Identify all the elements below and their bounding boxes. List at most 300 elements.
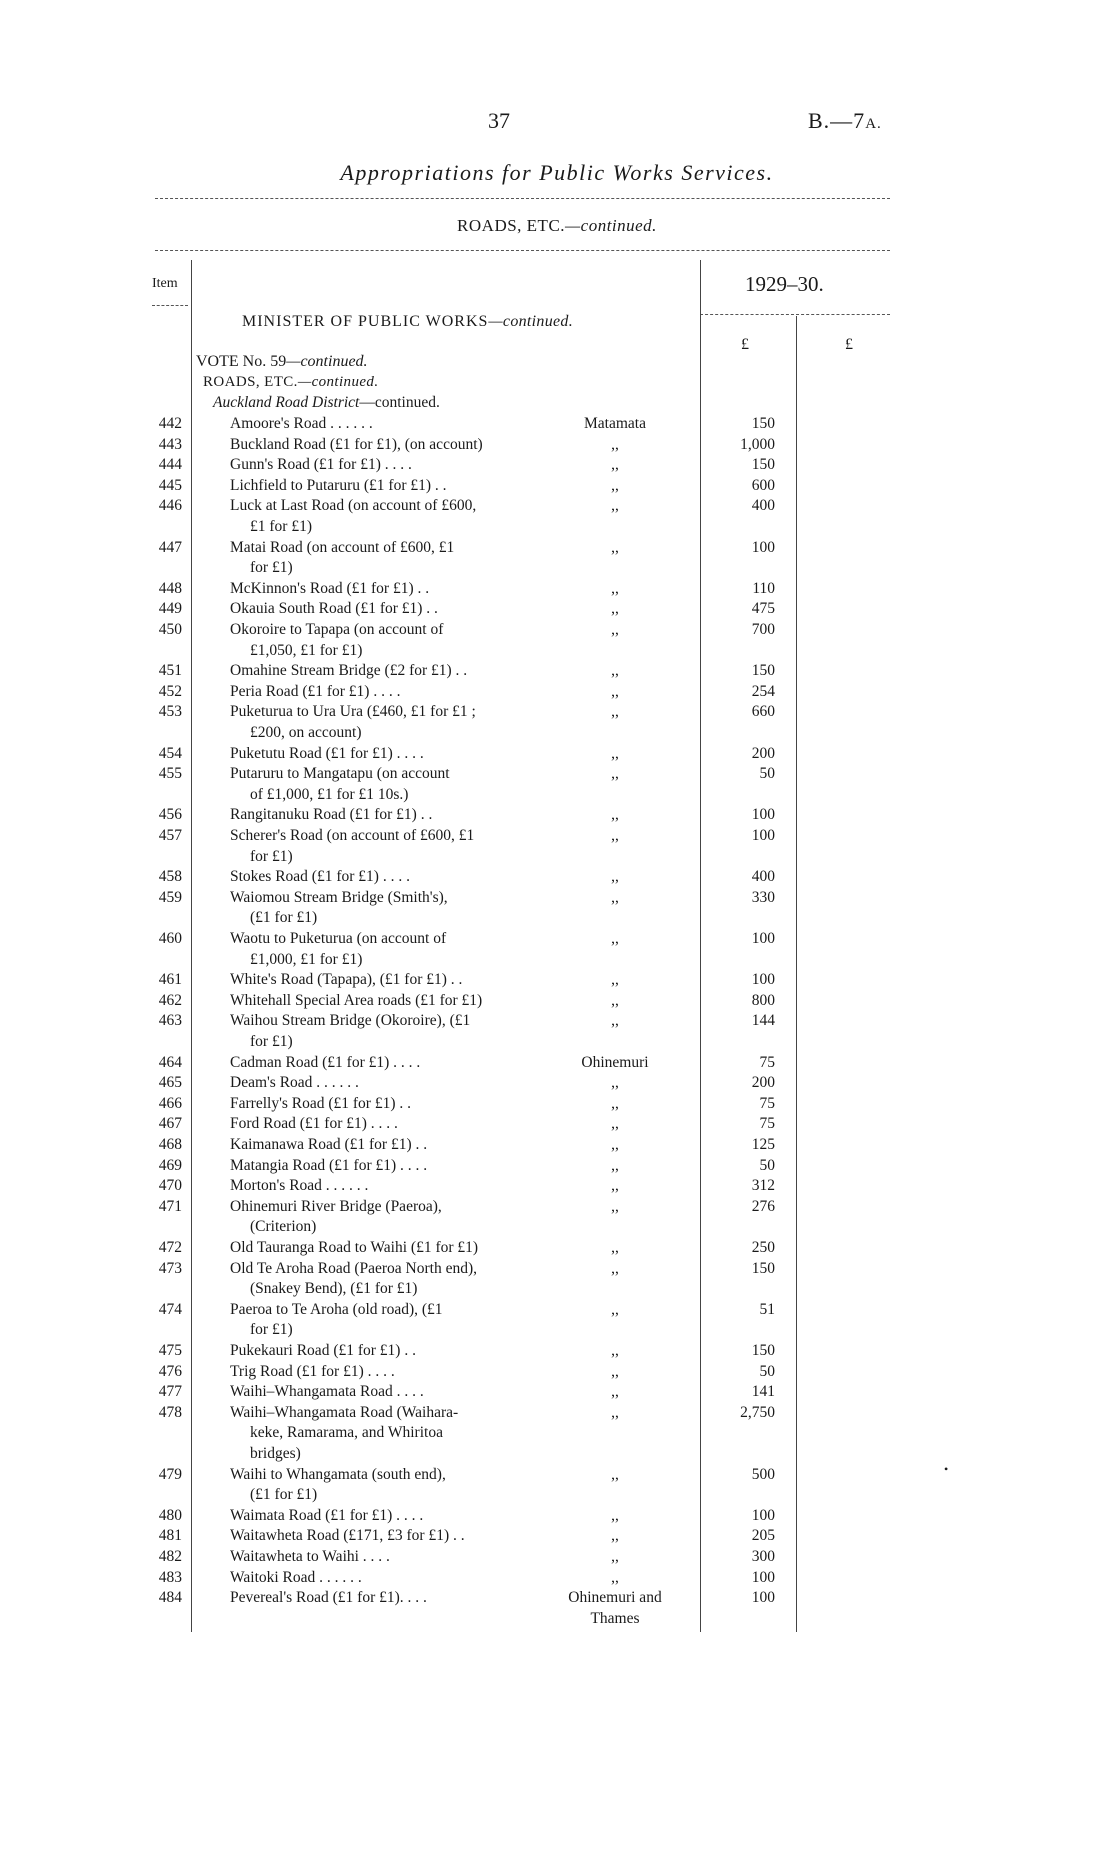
district-line: ,, bbox=[611, 682, 619, 700]
district-line: Ohinemuri bbox=[581, 1053, 649, 1071]
road-description bbox=[230, 496, 552, 537]
description-line: Waimata Road (£1 for £1) . . . . bbox=[230, 1506, 424, 1524]
amount: 2,750 bbox=[740, 1403, 775, 1421]
description-continuation: (Criterion) bbox=[250, 1218, 317, 1236]
district-line: Ohinemuri and bbox=[568, 1589, 662, 1607]
district-name bbox=[550, 1588, 680, 1629]
item-number: 456 bbox=[158, 806, 182, 824]
district-line: ,, bbox=[611, 435, 619, 453]
document-code-main: B.—7 bbox=[808, 108, 866, 133]
item-number: 469 bbox=[158, 1156, 182, 1174]
description-line: Puketutu Road (£1 for £1) . . . . bbox=[230, 744, 424, 762]
road-description bbox=[230, 1073, 552, 1094]
road-description bbox=[230, 1403, 552, 1465]
amount: 50 bbox=[759, 1362, 775, 1380]
district-name bbox=[550, 1362, 680, 1383]
description-line: Waihi to Whangamata (south end), bbox=[230, 1465, 446, 1483]
item-number: 445 bbox=[158, 476, 182, 494]
description-line: Waihou Stream Bridge (Okoroire), (£1 bbox=[230, 1012, 471, 1030]
description-continuation: £1,050, £1 for £1) bbox=[250, 641, 363, 659]
amount: 100 bbox=[751, 1568, 775, 1586]
district-line: ,, bbox=[611, 827, 619, 844]
district-name bbox=[550, 1547, 680, 1568]
description-continuation: (Snakey Bend), (£1 for £1) bbox=[250, 1280, 418, 1298]
district-name bbox=[550, 1568, 680, 1589]
district-line: Thames bbox=[590, 1609, 640, 1627]
amount: 144 bbox=[751, 1012, 775, 1030]
description-line: Morton's Road . . . . . . bbox=[230, 1177, 369, 1195]
district-name bbox=[550, 682, 680, 703]
district-line: ,, bbox=[611, 1568, 619, 1586]
district-name bbox=[550, 414, 680, 435]
description-continuation: £1,000, £1 for £1) bbox=[250, 950, 363, 968]
description-line: Puketurua to Ura Ura (£460, £1 for £1 ; bbox=[230, 703, 476, 721]
document-code-suffix: A. bbox=[865, 116, 882, 132]
district-name bbox=[550, 744, 680, 765]
description-continuation: for £1) bbox=[250, 1032, 293, 1050]
amount: 500 bbox=[751, 1465, 775, 1483]
item-number: 449 bbox=[158, 600, 182, 618]
amount: 254 bbox=[751, 682, 775, 700]
road-description bbox=[230, 764, 552, 805]
divider bbox=[152, 305, 188, 306]
amount: 50 bbox=[759, 1156, 775, 1174]
divider bbox=[700, 314, 890, 315]
roads-continued: —continued. bbox=[297, 374, 379, 390]
item-number: 447 bbox=[158, 538, 182, 556]
description-line: White's Road (Tapapa), (£1 for £1) . . bbox=[230, 971, 463, 989]
road-description bbox=[230, 476, 552, 497]
item-number: 464 bbox=[158, 1053, 182, 1071]
description-line: Old Tauranga Road to Waihi (£1 for £1) bbox=[230, 1239, 479, 1256]
district-name bbox=[550, 1259, 680, 1280]
road-description bbox=[230, 805, 552, 826]
road-description bbox=[230, 888, 552, 929]
district-name bbox=[550, 1238, 680, 1259]
description-continuation: £1 for £1) bbox=[250, 517, 312, 535]
currency-label: £ bbox=[741, 336, 749, 353]
district-line: ,, bbox=[611, 1012, 619, 1030]
description-line: Scherer's Road (on account of £600, £1 bbox=[230, 827, 475, 844]
district-name bbox=[550, 1073, 680, 1094]
road-description bbox=[230, 1197, 552, 1238]
road-description bbox=[230, 744, 552, 765]
item-number: 458 bbox=[158, 868, 182, 886]
district-name bbox=[550, 929, 680, 950]
road-description bbox=[230, 826, 552, 867]
road-description bbox=[230, 1341, 552, 1362]
amount: 400 bbox=[751, 497, 775, 515]
road-description bbox=[230, 929, 552, 970]
district-continued: —continued. bbox=[359, 394, 440, 411]
district-line: Matamata bbox=[584, 415, 646, 432]
district-line: ,, bbox=[611, 971, 619, 989]
district-name bbox=[550, 764, 680, 785]
amount: 100 bbox=[751, 1506, 775, 1524]
description-line: Lichfield to Putaruru (£1 for £1) . . bbox=[230, 476, 447, 494]
amount: 75 bbox=[759, 1094, 775, 1112]
amount: 200 bbox=[751, 744, 775, 762]
amount: 660 bbox=[751, 703, 775, 721]
description-line: Gunn's Road (£1 for £1) . . . . bbox=[230, 456, 412, 474]
district-line: ,, bbox=[611, 1300, 619, 1318]
amount: 100 bbox=[751, 971, 775, 989]
column-rule bbox=[796, 316, 797, 1632]
amount: 150 bbox=[751, 415, 775, 432]
description-continuation: for £1) bbox=[250, 559, 293, 577]
item-number: 473 bbox=[158, 1259, 182, 1277]
district-name bbox=[550, 1094, 680, 1115]
item-number: 476 bbox=[158, 1362, 182, 1380]
district-line: ,, bbox=[611, 1403, 619, 1421]
district-line: ,, bbox=[611, 1527, 619, 1545]
item-number: 481 bbox=[158, 1527, 182, 1545]
district-line: ,, bbox=[611, 497, 619, 515]
district-line: ,, bbox=[611, 1548, 619, 1565]
item-number: 442 bbox=[158, 415, 182, 432]
amount: 100 bbox=[751, 930, 775, 947]
district-line: ,, bbox=[611, 476, 619, 494]
district-line: ,, bbox=[611, 456, 619, 474]
district-name bbox=[550, 1506, 680, 1527]
document-code bbox=[808, 108, 882, 134]
item-number: 453 bbox=[158, 703, 182, 721]
road-description bbox=[230, 867, 552, 888]
road-description bbox=[230, 1506, 552, 1527]
item-number: 443 bbox=[158, 435, 182, 453]
amount: 100 bbox=[751, 538, 775, 556]
road-description bbox=[230, 991, 552, 1012]
section-label: ROADS, ETC. bbox=[457, 216, 566, 235]
description-line: Matangia Road (£1 for £1) . . . . bbox=[230, 1156, 428, 1174]
district-name bbox=[550, 620, 680, 641]
item-number: 483 bbox=[158, 1568, 182, 1586]
amount: 100 bbox=[751, 806, 775, 824]
description-continuation: for £1) bbox=[250, 847, 293, 865]
item-number: 470 bbox=[158, 1177, 182, 1195]
district-line: ,, bbox=[611, 930, 619, 947]
district-name bbox=[550, 702, 680, 723]
description-continuation: £200, on account) bbox=[250, 723, 362, 741]
district-line: ,, bbox=[611, 1383, 619, 1401]
description-line: Deam's Road . . . . . . bbox=[230, 1074, 359, 1092]
item-number: 448 bbox=[158, 579, 182, 597]
road-description bbox=[230, 1300, 552, 1341]
item-number: 480 bbox=[158, 1506, 182, 1524]
amount: 150 bbox=[751, 1259, 775, 1277]
road-description bbox=[230, 579, 552, 600]
divider bbox=[155, 250, 890, 251]
amount: 150 bbox=[751, 456, 775, 474]
district-heading bbox=[213, 394, 440, 412]
amount: 100 bbox=[751, 1589, 775, 1607]
district-name bbox=[550, 661, 680, 682]
amount: 51 bbox=[759, 1300, 775, 1318]
amount: 250 bbox=[751, 1239, 775, 1256]
description-line: Waihi–Whangamata Road (Waihara- bbox=[230, 1403, 459, 1421]
vote-continued: —continued. bbox=[286, 353, 368, 370]
district-name bbox=[550, 1114, 680, 1135]
amount: 205 bbox=[751, 1527, 775, 1545]
item-number: 459 bbox=[158, 888, 182, 906]
amount: 200 bbox=[751, 1074, 775, 1092]
amount: 75 bbox=[759, 1115, 775, 1133]
district-name bbox=[550, 1403, 680, 1424]
amount: 700 bbox=[751, 621, 775, 638]
item-number: 484 bbox=[158, 1589, 182, 1607]
description-line: Paeroa to Te Aroha (old road), (£1 bbox=[230, 1300, 443, 1318]
item-number: 450 bbox=[158, 621, 182, 638]
district-name bbox=[550, 1176, 680, 1197]
road-description bbox=[230, 1114, 552, 1135]
district-line: ,, bbox=[611, 600, 619, 618]
minister-heading bbox=[242, 313, 573, 331]
section-heading bbox=[0, 216, 1114, 236]
description-line: Waitoki Road . . . . . . bbox=[230, 1568, 362, 1586]
description-line: Stokes Road (£1 for £1) . . . . bbox=[230, 868, 410, 886]
road-description bbox=[230, 1053, 552, 1074]
district-line: ,, bbox=[611, 621, 619, 638]
item-number: 462 bbox=[158, 991, 182, 1009]
description-line: Peria Road (£1 for £1) . . . . bbox=[230, 682, 401, 700]
section-continued: —continued. bbox=[565, 216, 657, 235]
roads-label: ROADS, ETC. bbox=[203, 374, 298, 390]
amount: 400 bbox=[751, 868, 775, 886]
road-description bbox=[230, 1176, 552, 1197]
road-description bbox=[230, 1011, 552, 1052]
district-line: ,, bbox=[611, 1465, 619, 1483]
district-name bbox=[550, 1197, 680, 1218]
item-number: 451 bbox=[158, 662, 182, 680]
road-description bbox=[230, 702, 552, 743]
amount: 800 bbox=[751, 991, 775, 1009]
item-number: 466 bbox=[158, 1094, 182, 1112]
road-description bbox=[230, 414, 552, 435]
vote-heading bbox=[196, 353, 368, 371]
description-line: Waitawheta Road (£171, £3 for £1) . . bbox=[230, 1527, 465, 1545]
minister-label: MINISTER OF PUBLIC WORKS bbox=[242, 313, 489, 330]
district-name bbox=[550, 579, 680, 600]
description-line: Pevereal's Road (£1 for £1). . . . bbox=[230, 1589, 427, 1607]
description-line: Farrelly's Road (£1 for £1) . . bbox=[230, 1094, 412, 1112]
item-number: 457 bbox=[158, 827, 182, 844]
district-name bbox=[550, 1465, 680, 1486]
district-name bbox=[550, 991, 680, 1012]
description-line: Ohinemuri River Bridge (Paeroa), bbox=[230, 1197, 442, 1215]
road-description bbox=[230, 538, 552, 579]
district-name bbox=[550, 455, 680, 476]
district-line: ,, bbox=[611, 1197, 619, 1215]
road-description bbox=[230, 1362, 552, 1383]
road-description bbox=[230, 1547, 552, 1568]
amount: 50 bbox=[759, 765, 775, 783]
amount: 330 bbox=[751, 888, 775, 906]
description-line: Whitehall Special Area roads (£1 for £1) bbox=[230, 991, 483, 1009]
district-line: ,, bbox=[611, 538, 619, 556]
description-line: McKinnon's Road (£1 for £1) . . bbox=[230, 579, 430, 597]
district-line: ,, bbox=[611, 1094, 619, 1112]
stray-mark: • bbox=[944, 1462, 949, 1476]
item-number: 455 bbox=[158, 765, 182, 783]
description-line: Waotu to Puketurua (on account of bbox=[230, 930, 447, 947]
amount: 110 bbox=[752, 579, 775, 597]
district-line: ,, bbox=[611, 888, 619, 906]
district-name bbox=[550, 599, 680, 620]
item-number: 471 bbox=[158, 1197, 182, 1215]
road-description bbox=[230, 455, 552, 476]
amount: 475 bbox=[751, 600, 775, 618]
district-name bbox=[550, 805, 680, 826]
district-line: ,, bbox=[611, 579, 619, 597]
amount: 75 bbox=[759, 1053, 775, 1071]
description-continuation: for £1) bbox=[250, 1321, 293, 1339]
district-line: ,, bbox=[611, 806, 619, 824]
item-number: 461 bbox=[158, 971, 182, 989]
road-description bbox=[230, 620, 552, 661]
description-continuation: bridges) bbox=[250, 1444, 301, 1462]
district-line: ,, bbox=[611, 1136, 619, 1153]
district-line: ,, bbox=[611, 1156, 619, 1174]
item-number: 474 bbox=[158, 1300, 182, 1318]
currency-label: £ bbox=[845, 336, 853, 353]
item-column-header: Item bbox=[152, 276, 178, 291]
item-number: 475 bbox=[158, 1342, 182, 1359]
description-line: Buckland Road (£1 for £1), (on account) bbox=[230, 435, 483, 453]
district-name bbox=[550, 496, 680, 517]
minister-continued: —continued. bbox=[488, 313, 574, 330]
column-rule bbox=[191, 260, 192, 1632]
district-name bbox=[550, 1135, 680, 1156]
item-number: 472 bbox=[158, 1239, 182, 1256]
district-line: ,, bbox=[611, 1177, 619, 1195]
item-number: 452 bbox=[158, 682, 182, 700]
district-line: ,, bbox=[611, 1115, 619, 1133]
district-name bbox=[550, 867, 680, 888]
divider bbox=[155, 198, 890, 199]
item-number: 444 bbox=[158, 456, 182, 474]
item-number: 465 bbox=[158, 1074, 182, 1092]
description-line: Waiomou Stream Bridge (Smith's), bbox=[230, 888, 448, 906]
description-line: Luck at Last Road (on account of £600, bbox=[230, 497, 477, 515]
item-number: 446 bbox=[158, 497, 182, 515]
description-line: Amoore's Road . . . . . . bbox=[230, 415, 373, 432]
district-line: ,, bbox=[611, 1259, 619, 1277]
description-line: Pukekauri Road (£1 for £1) . . bbox=[230, 1342, 416, 1359]
road-description bbox=[230, 1259, 552, 1300]
district-name bbox=[550, 1053, 680, 1074]
district-name bbox=[550, 888, 680, 909]
amount: 276 bbox=[751, 1197, 775, 1215]
description-line: Okauia South Road (£1 for £1) . . bbox=[230, 600, 438, 618]
road-description bbox=[230, 1588, 552, 1609]
amount: 300 bbox=[751, 1548, 775, 1565]
amount: 312 bbox=[751, 1177, 775, 1195]
description-continuation: keke, Ramarama, and Whiritoa bbox=[250, 1424, 443, 1442]
item-number: 477 bbox=[158, 1383, 182, 1401]
description-line: Waihi–Whangamata Road . . . . bbox=[230, 1383, 424, 1401]
roads-subheading bbox=[203, 374, 378, 391]
item-number: 467 bbox=[158, 1115, 182, 1133]
district-line: ,, bbox=[611, 1074, 619, 1092]
description-line: Matai Road (on account of £600, £1 bbox=[230, 538, 455, 556]
item-number: 463 bbox=[158, 1012, 182, 1030]
page-title: Appropriations for Public Works Services. bbox=[340, 160, 774, 185]
district-name bbox=[550, 476, 680, 497]
description-line: Okoroire to Tapapa (on account of bbox=[230, 621, 444, 638]
item-number: 478 bbox=[158, 1403, 182, 1421]
district-line: ,, bbox=[611, 1239, 619, 1256]
district-line: ,, bbox=[611, 662, 619, 680]
amount: 100 bbox=[751, 827, 775, 844]
district-line: ,, bbox=[611, 1362, 619, 1380]
road-description bbox=[230, 1135, 552, 1156]
description-continuation: (£1 for £1) bbox=[250, 1486, 318, 1504]
district-name bbox=[550, 1526, 680, 1547]
description-line: Cadman Road (£1 for £1) . . . . bbox=[230, 1053, 421, 1071]
road-description bbox=[230, 1382, 552, 1403]
district-name bbox=[550, 435, 680, 456]
district-line: ,, bbox=[611, 765, 619, 783]
description-line: Trig Road (£1 for £1) . . . . bbox=[230, 1362, 395, 1380]
amount: 150 bbox=[751, 662, 775, 680]
description-line: Omahine Stream Bridge (£2 for £1) . . bbox=[230, 662, 468, 680]
district-line: ,, bbox=[611, 703, 619, 721]
item-number: 482 bbox=[158, 1548, 182, 1565]
description-line: Ford Road (£1 for £1) . . . . bbox=[230, 1115, 398, 1133]
vote-label: VOTE No. 59 bbox=[196, 353, 287, 370]
road-description bbox=[230, 1156, 552, 1177]
road-description bbox=[230, 1568, 552, 1589]
district-name bbox=[550, 1341, 680, 1362]
amount: 1,000 bbox=[740, 435, 775, 453]
road-description bbox=[230, 435, 552, 456]
description-continuation: of £1,000, £1 for £1 10s.) bbox=[250, 785, 409, 803]
description-line: Old Te Aroha Road (Paeroa North end), bbox=[230, 1259, 477, 1277]
district-name bbox=[550, 538, 680, 559]
road-description bbox=[230, 661, 552, 682]
district-name bbox=[550, 826, 680, 847]
road-description bbox=[230, 682, 552, 703]
road-description bbox=[230, 1465, 552, 1506]
district-line: ,, bbox=[611, 868, 619, 886]
amount: 125 bbox=[751, 1136, 775, 1153]
road-description bbox=[230, 599, 552, 620]
district-line: ,, bbox=[611, 744, 619, 762]
district-name bbox=[550, 970, 680, 991]
amount: 150 bbox=[751, 1342, 775, 1359]
district-name bbox=[550, 1011, 680, 1032]
page-number: 37 bbox=[488, 108, 510, 133]
district-line: ,, bbox=[611, 1506, 619, 1524]
item-number: 479 bbox=[158, 1465, 182, 1483]
description-line: Rangitanuku Road (£1 for £1) . . bbox=[230, 806, 433, 824]
description-continuation: (£1 for £1) bbox=[250, 909, 318, 927]
district-line: ,, bbox=[611, 1342, 619, 1359]
year-column-header: 1929–30. bbox=[745, 272, 824, 296]
district-name bbox=[550, 1300, 680, 1321]
item-number: 454 bbox=[158, 744, 182, 762]
amount: 141 bbox=[751, 1383, 775, 1401]
description-line: Kaimanawa Road (£1 for £1) . . bbox=[230, 1136, 428, 1153]
road-description bbox=[230, 1238, 552, 1259]
district-name bbox=[550, 1156, 680, 1177]
district-name bbox=[550, 1382, 680, 1403]
description-line: Waitawheta to Waihi . . . . bbox=[230, 1548, 390, 1565]
item-number: 468 bbox=[158, 1136, 182, 1153]
item-number: 460 bbox=[158, 930, 182, 947]
amount: 600 bbox=[751, 476, 775, 494]
road-description bbox=[230, 1094, 552, 1115]
